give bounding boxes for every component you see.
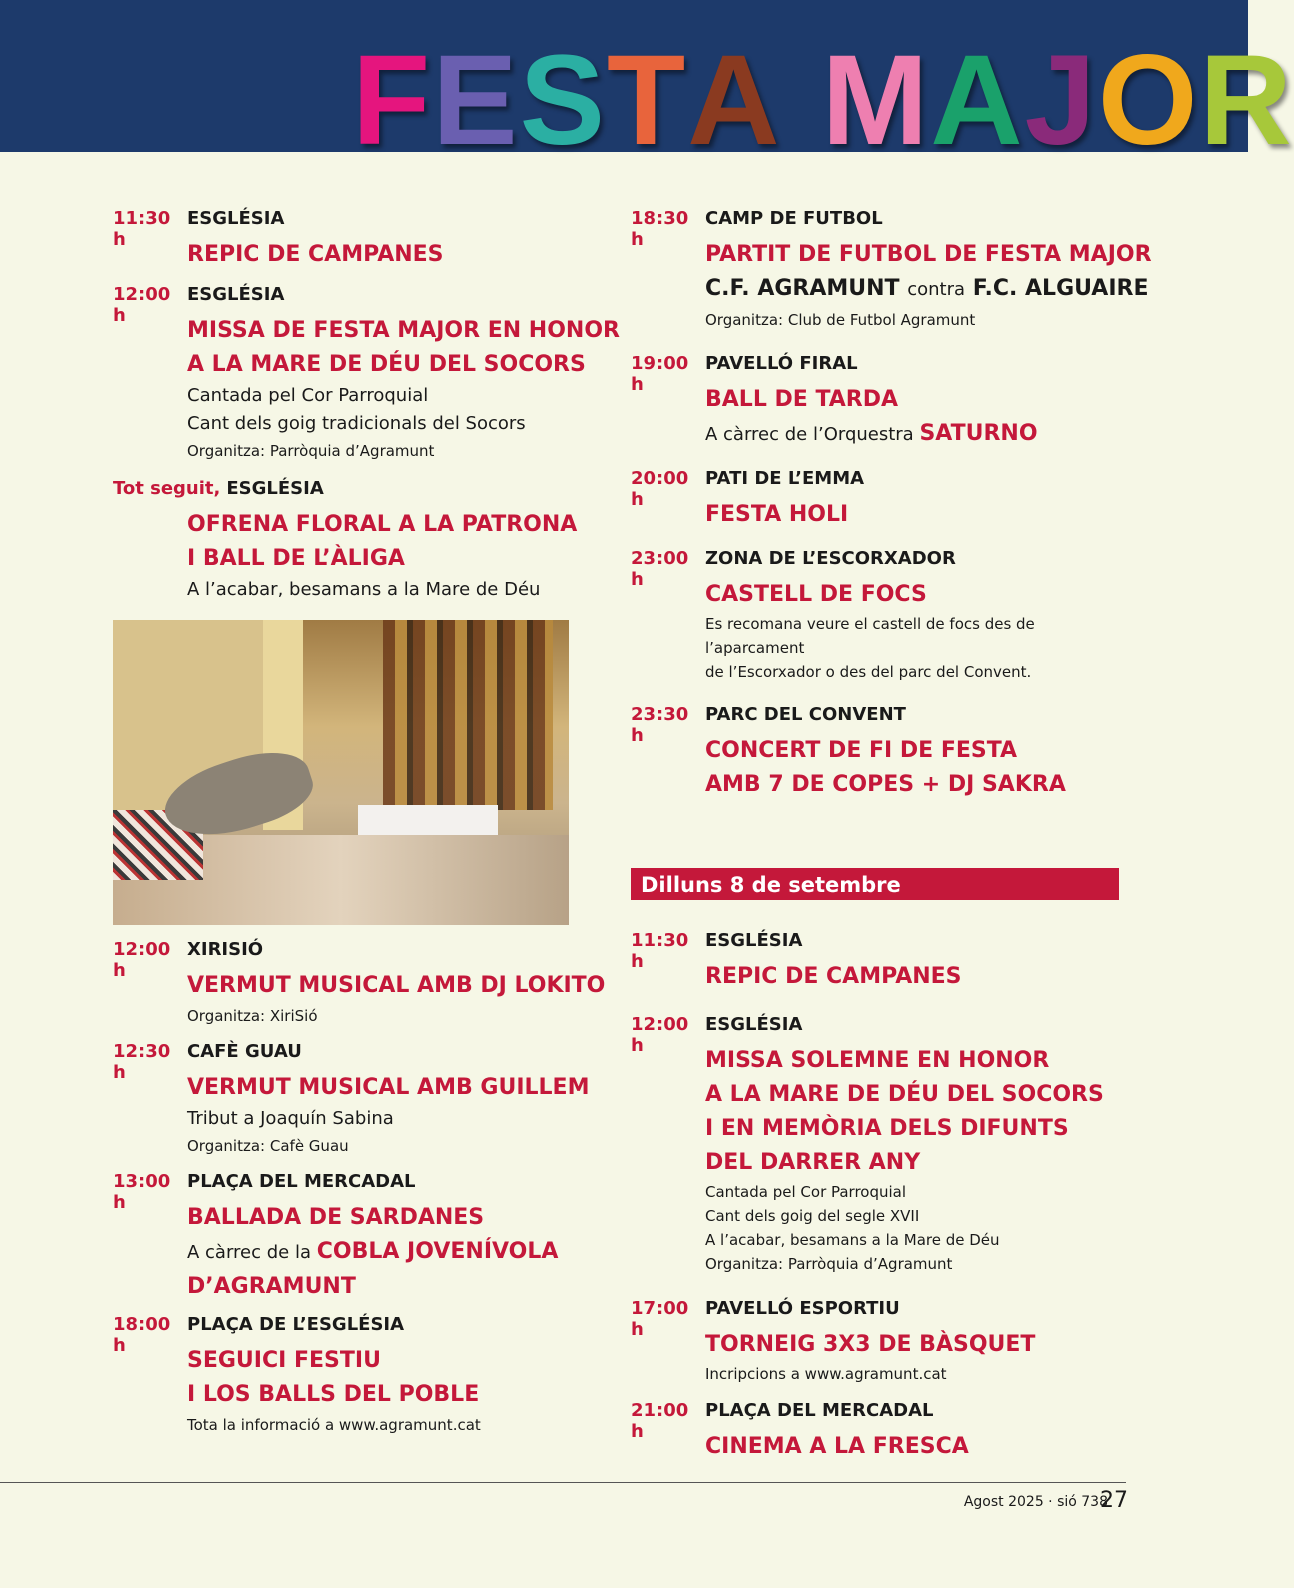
- event-organizer: Organitza: Cafè Guau: [187, 1137, 349, 1155]
- title-letter: [782, 36, 822, 166]
- title-letter: E: [432, 29, 520, 172]
- event-place: PLAÇA DEL MERCADAL: [705, 1400, 934, 1421]
- event-item: [631, 548, 1131, 684]
- event-title: I LOS BALLS DEL POBLE: [187, 1382, 480, 1407]
- event-place: ZONA DE L’ESCORXADOR: [705, 548, 956, 569]
- event-title: CASTELL DE FOCS: [705, 582, 927, 607]
- left-column: [113, 208, 620, 1438]
- event-time: 18:00 h: [113, 1314, 171, 1356]
- event-item: [631, 208, 1152, 333]
- event-header: [113, 1041, 583, 1083]
- event-title: OFRENA FLORAL A LA PATRONA: [187, 512, 578, 537]
- event-place: PARC DEL CONVENT: [705, 704, 906, 725]
- event-item: [113, 1171, 583, 1304]
- event-time: 12:00 h: [113, 284, 171, 326]
- event-body: [187, 238, 583, 272]
- event-item: [113, 939, 606, 1029]
- event-title: MISSA SOLEMNE EN HONOR: [705, 1048, 1050, 1073]
- event-time: 23:30 h: [631, 704, 689, 746]
- event-title: I BALL DE L’ÀLIGA: [187, 546, 405, 571]
- event-time: 12:00 h: [631, 1014, 689, 1056]
- event-header: [631, 704, 1131, 746]
- event-item: [631, 1298, 1131, 1386]
- event-time: 23:00 h: [631, 548, 689, 590]
- event-time: 17:00 h: [631, 1298, 689, 1340]
- event-title: DEL DARRER ANY: [705, 1150, 921, 1175]
- event-header: [631, 1400, 1131, 1442]
- event-header: [631, 1298, 1131, 1340]
- event-item: [631, 1400, 1131, 1464]
- event-time: 21:00 h: [631, 1400, 689, 1442]
- event-header: [631, 930, 1131, 972]
- event-header: [113, 1171, 583, 1213]
- event-header: [113, 284, 583, 326]
- event-body: [187, 1344, 583, 1438]
- event-place: CAFÈ GUAU: [187, 1041, 302, 1062]
- event-time: 11:30 h: [113, 208, 171, 250]
- event-body: [705, 238, 1152, 333]
- event-title: D’AGRAMUNT: [187, 1274, 356, 1299]
- performer-prefix: A càrrec de l’Orquestra: [705, 424, 914, 445]
- event-item: [113, 1041, 590, 1159]
- title-letter: A: [930, 29, 1025, 172]
- performer-name: SATURNO: [919, 421, 1038, 446]
- title-letter: T: [606, 29, 688, 172]
- event-time: 11:30 h: [631, 930, 689, 972]
- event-description: Tribut a Joaquín Sabina: [187, 1108, 394, 1129]
- title-letter: S: [519, 29, 607, 172]
- event-title: AMB 7 DE COPES + DJ SAKRA: [705, 772, 1066, 797]
- event-item: [631, 704, 1131, 802]
- event-body: [187, 314, 620, 464]
- event-time: 18:30 h: [631, 208, 689, 250]
- event-header: [631, 468, 1131, 510]
- event-title: PARTIT DE FUTBOL DE FESTA MAJOR: [705, 242, 1152, 267]
- event-item: [113, 1314, 583, 1438]
- event-note: Organitza: Parròquia d’Agramunt: [705, 1255, 953, 1273]
- event-place: ESGLÉSIA: [705, 1014, 803, 1035]
- event-title: REPIC DE CAMPANES: [187, 242, 444, 267]
- event-place: XIRISIÓ: [187, 939, 264, 960]
- event-time: 20:00 h: [631, 468, 689, 510]
- event-item: [113, 284, 620, 464]
- event-time: 12:30 h: [113, 1041, 171, 1083]
- page-title: [352, 29, 1294, 172]
- event-title: CINEMA A LA FRESCA: [705, 1434, 969, 1459]
- event-title: BALLADA DE SARDANES: [187, 1205, 485, 1230]
- event-title: CONCERT DE FI DE FESTA: [705, 738, 1018, 763]
- event-body: [705, 1430, 1131, 1464]
- page-number: 27: [1100, 1488, 1128, 1513]
- title-letter: R: [1199, 29, 1294, 172]
- event-note: Es recomana veure el castell de focs des de l’aparcament: [705, 615, 1035, 657]
- event-title: VERMUT MUSICAL AMB DJ LOKITO: [187, 973, 606, 998]
- event-description: A l’acabar, besamans a la Mare de Déu: [187, 579, 541, 600]
- title-letter: O: [1097, 29, 1200, 172]
- event-place: PLAÇA DE L’ESGLÉSIA: [187, 1314, 405, 1335]
- event-header: [631, 353, 1131, 395]
- day-header: Dilluns 8 de setembre: [631, 868, 1119, 900]
- event-time: 19:00 h: [631, 353, 689, 395]
- event-place: PATI DE L’EMMA: [705, 468, 865, 489]
- photo-eagle-dance: [113, 620, 569, 925]
- title-letter: F: [352, 29, 433, 172]
- right-column: [631, 208, 1152, 1464]
- event-title: A LA MARE DE DÉU DEL SOCORS: [705, 1082, 1104, 1107]
- event-place: ESGLÉSIA: [705, 930, 803, 951]
- event-header: [113, 1314, 583, 1356]
- event-title: REPIC DE CAMPANES: [705, 964, 962, 989]
- footer-issue: Agost 2025 · sió 738: [963, 1494, 1108, 1510]
- event-header: [631, 548, 1131, 590]
- event-title: BALL DE TARDA: [705, 387, 898, 412]
- event-item: [631, 930, 1131, 994]
- event-body: [705, 1328, 1131, 1386]
- performer-name: COBLA JOVENÍVOLA: [316, 1239, 559, 1264]
- event-note: Incripcions a www.agramunt.cat: [705, 1365, 947, 1383]
- event-body: [705, 1044, 1131, 1276]
- event-header: [113, 208, 583, 250]
- event-title: I EN MEMÒRIA DELS DIFUNTS: [705, 1116, 1069, 1141]
- event-item: [113, 478, 583, 604]
- event-note: Cant dels goig del segle XVII: [705, 1207, 920, 1225]
- event-organizer: Organitza: Parròquia d’Agramunt: [187, 442, 435, 460]
- event-title: VERMUT MUSICAL AMB GUILLEM: [187, 1075, 590, 1100]
- event-item: [631, 1014, 1131, 1276]
- event-time: 13:00 h: [113, 1171, 171, 1213]
- event-place: PAVELLÓ FIRAL: [705, 353, 858, 374]
- event-title: SEGUICI FESTIU: [187, 1348, 381, 1373]
- event-header: [631, 1014, 1131, 1056]
- event-body: [705, 578, 1131, 684]
- event-title: MISSA DE FESTA MAJOR EN HONOR: [187, 318, 620, 343]
- event-note: A l’acabar, besamans a la Mare de Déu: [705, 1231, 1000, 1249]
- match-line: [705, 272, 1149, 307]
- event-body: [187, 1071, 590, 1159]
- event-place: ESGLÉSIA: [226, 478, 324, 499]
- title-letter: J: [1024, 29, 1098, 172]
- event-body: [705, 383, 1131, 452]
- event-body: [187, 508, 583, 604]
- event-body: [187, 969, 606, 1029]
- event-item: [631, 468, 1131, 532]
- event-body: [705, 734, 1131, 802]
- title-letter: A: [687, 29, 782, 172]
- event-place: PAVELLÓ ESPORTIU: [705, 1298, 900, 1319]
- event-place: ESGLÉSIA: [187, 208, 285, 229]
- event-organizer: Organitza: XiriSió: [187, 1007, 318, 1025]
- versus-label: contra: [907, 279, 966, 300]
- team-home: C.F. AGRAMUNT: [705, 276, 900, 301]
- event-organizer: Tota la informació a www.agramunt.cat: [187, 1416, 481, 1434]
- event-place: PLAÇA DEL MERCADAL: [187, 1171, 416, 1192]
- performer-line: [187, 1235, 583, 1270]
- event-time: Tot seguit,: [113, 478, 221, 499]
- event-title: TORNEIG 3X3 DE BÀSQUET: [705, 1332, 1036, 1357]
- event-description: Cantada pel Cor Parroquial: [187, 385, 429, 406]
- title-letter: M: [821, 29, 931, 172]
- event-time: 12:00 h: [113, 939, 171, 981]
- event-item: [631, 353, 1131, 452]
- event-item: [113, 208, 583, 272]
- event-place: ESGLÉSIA: [187, 284, 285, 305]
- event-description: Cant dels goig tradicionals del Socors: [187, 413, 526, 434]
- event-header: [631, 208, 1131, 250]
- team-away: F.C. ALGUAIRE: [972, 276, 1149, 301]
- event-title: A LA MARE DE DÉU DEL SOCORS: [187, 352, 586, 377]
- event-place: CAMP DE FUTBOL: [705, 208, 883, 229]
- event-body: [705, 498, 1131, 532]
- event-note: de l’Escorxador o des del parc del Convent.: [705, 663, 1032, 681]
- performer-line: [705, 417, 1131, 452]
- event-title: FESTA HOLI: [705, 502, 849, 527]
- event-organizer: Organitza: Club de Futbol Agramunt: [705, 311, 976, 329]
- performer-prefix: A càrrec de la: [187, 1242, 311, 1263]
- footer-rule: [0, 1482, 1126, 1483]
- event-body: [705, 960, 1131, 994]
- event-note: Cantada pel Cor Parroquial: [705, 1183, 907, 1201]
- event-header: [113, 478, 583, 508]
- event-header: [113, 939, 583, 981]
- event-body: [187, 1201, 583, 1304]
